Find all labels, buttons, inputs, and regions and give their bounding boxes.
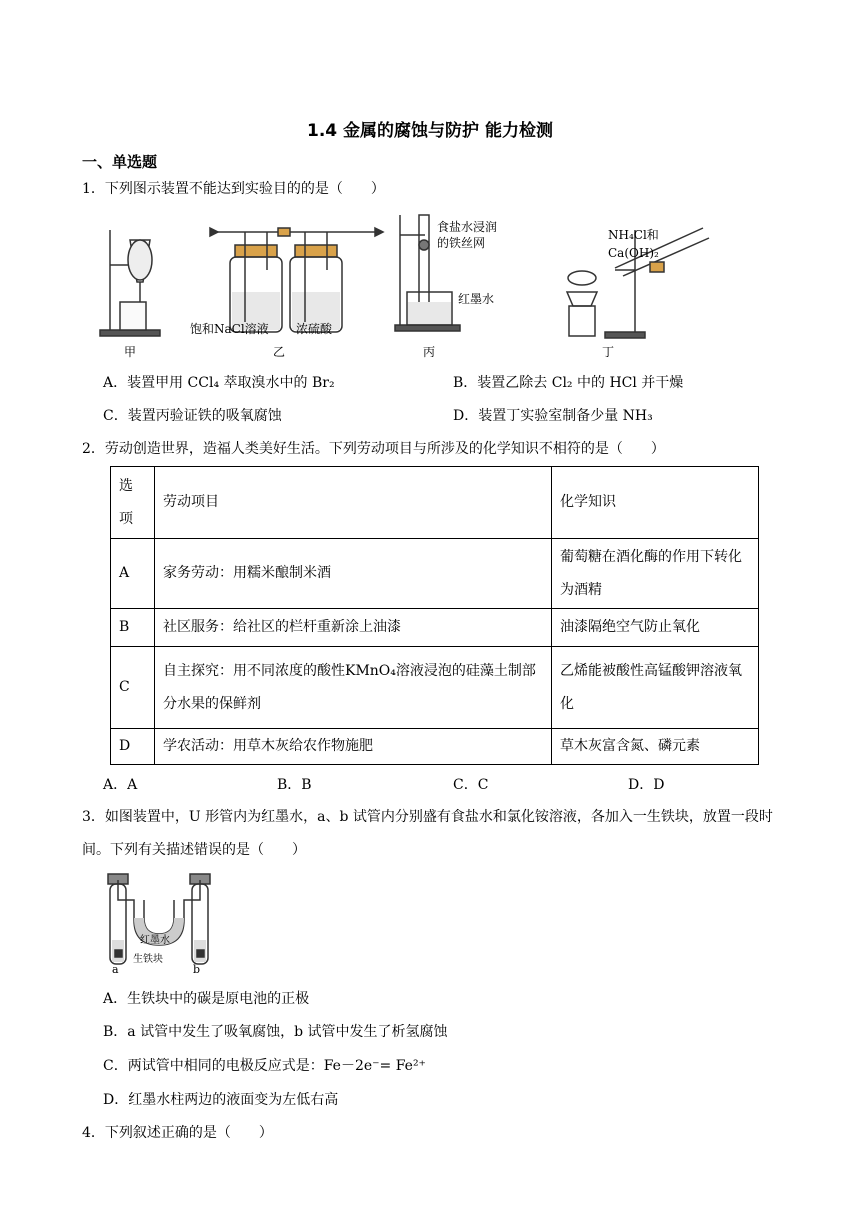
table-header-row [111, 467, 759, 539]
label-caoh: Ca(OH)₂ [608, 246, 659, 260]
question-3-option-a: A．生铁块中的碳是原电池的正极 [103, 991, 310, 1007]
table-cell: 学农活动：用草木灰给农作物施肥 [155, 729, 552, 765]
label-saltwater-2: 的铁丝网 [437, 236, 486, 250]
table-cell: 家务劳动：用糯米酿制米酒 [155, 539, 552, 609]
question-3-option-c: C．两试管中相同的电极反应式是：Fe－2e⁻= Fe²⁺ [103, 1058, 426, 1074]
table-cell: 自主探究：用不同浓度的酸性KMnO₄溶液浸泡的硅藻土制部分水果的保鲜剂 [155, 647, 552, 729]
table-header-cell: 劳动项目 [155, 467, 552, 539]
table-row [111, 647, 759, 729]
table-cell: B [111, 609, 155, 647]
label-h2so4: 浓硫酸 [296, 322, 333, 336]
label-saltwater-1: 食盐水浸润 [437, 220, 498, 234]
table-cell: C [111, 647, 155, 729]
question-4-stem: 4．下列叙述正确的是（ ） [82, 1125, 273, 1141]
question-1-option-c: C．装置丙验证铁的吸氧腐蚀 [103, 408, 282, 424]
question-2-stem: 2．劳动创造世界，造福人类美好生活。下列劳动项目与所涉及的化学知识不相符的是（ ） [82, 441, 665, 457]
section-heading: 一、单选题 [82, 153, 158, 171]
label-ding: 丁 [602, 345, 615, 359]
table-cell: A [111, 539, 155, 609]
question-3-option-b: B．a 试管中发生了吸氧腐蚀，b 试管中发生了析氢腐蚀 [103, 1024, 448, 1040]
table-row [111, 539, 759, 609]
apparatus-yi [210, 228, 383, 332]
question-1-option-d: D．装置丁实验室制备少量 NH₃ [453, 408, 653, 424]
question-1-stem: 1．下列图示装置不能达到实验目的的是（ ） [82, 181, 385, 197]
label-nacl: 饱和NaCl溶液 [190, 322, 269, 336]
apparatus-ding [567, 228, 709, 338]
table-cell: D [111, 729, 155, 765]
label-red-ink: 红墨水 [458, 292, 495, 306]
table-cell: 社区服务：给社区的栏杆重新涂上油漆 [155, 609, 552, 647]
table-cell: 草木灰富含氮、磷元素 [552, 729, 759, 765]
table-header-cell: 化学知识 [552, 467, 759, 539]
question-1-option-a: A．装置甲用 CCl₄ 萃取溴水中的 Br₂ [103, 375, 335, 391]
label-u-iron: 生铁块 [133, 954, 163, 965]
label-u-red-ink: 红墨水 [140, 935, 170, 946]
label-tube-a: a [112, 963, 119, 976]
question-2-answer-b: B．B [277, 777, 312, 793]
table-row [111, 729, 759, 765]
question-2-table [110, 466, 759, 765]
table-cell: 油漆隔绝空气防止氧化 [552, 609, 759, 647]
table-cell: 乙烯能被酸性高锰酸钾溶液氧化 [552, 647, 759, 729]
label-jia: 甲 [124, 345, 137, 359]
question-2-answer-a: A．A [103, 777, 138, 793]
table-cell: 葡萄糖在酒化酶的作用下转化为酒精 [552, 539, 759, 609]
apparatus-jia [100, 230, 160, 336]
question-3-stem: 3．如图装置中，U 形管内为红墨水，a、b 试管内分别盛有食盐水和氯化铵溶液，各加入一生铁块，放置一段时间。下列有关描述错误的是（ ） [82, 809, 773, 858]
label-bing: 丙 [423, 345, 436, 359]
question-1-option-b: B．装置乙除去 Cl₂ 中的 HCl 并干燥 [453, 375, 684, 391]
label-nh4cl: NH₄Cl和 [608, 228, 659, 242]
document-title: 1.4 金属的腐蚀与防护 能力检测 [307, 121, 553, 141]
table-row [111, 609, 759, 647]
table-header-cell: 选项 [111, 467, 155, 539]
question-3-option-d: D．红墨水柱两边的液面变为左低右高 [103, 1092, 339, 1108]
label-yi: 乙 [273, 345, 286, 359]
question-2-answer-c: C．C [453, 777, 489, 793]
label-tube-b: b [193, 963, 201, 976]
question-2-answer-d: D．D [628, 777, 665, 793]
